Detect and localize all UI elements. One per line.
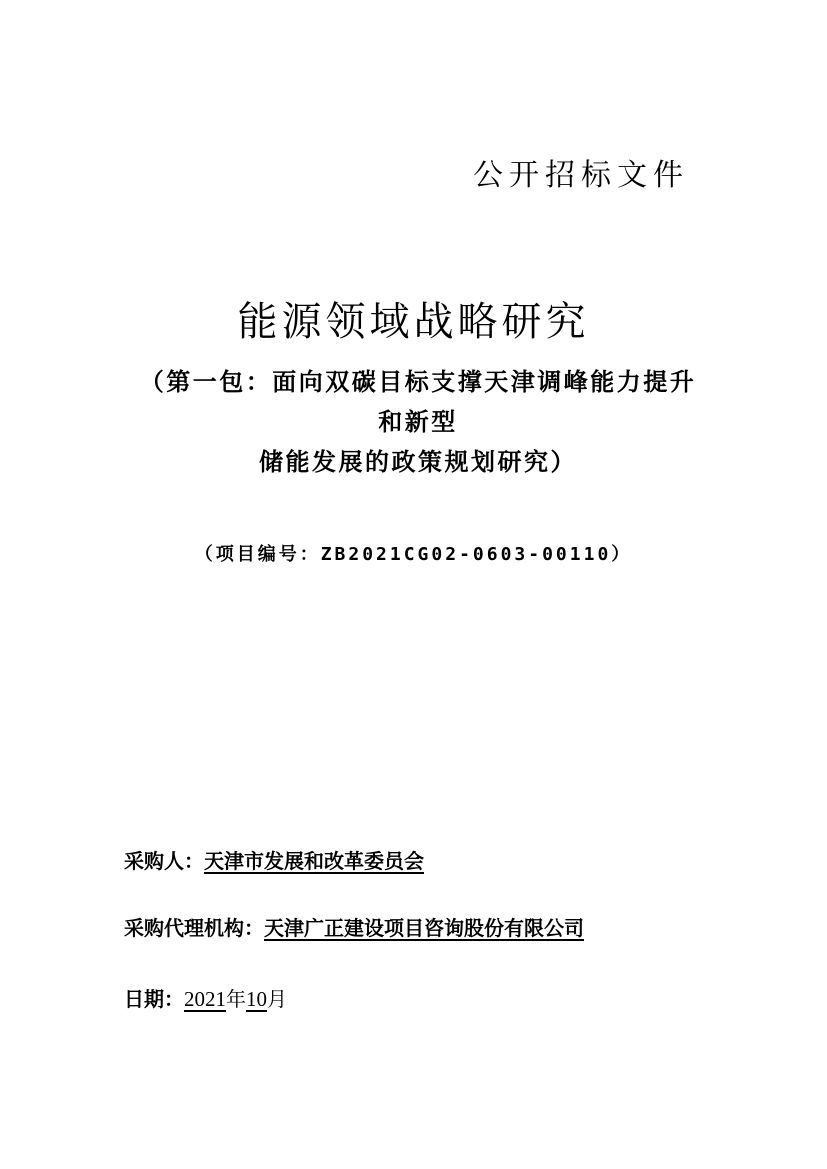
date-label: 日期： <box>124 987 184 1011</box>
subtitle-line-1: （第一包：面向双碳目标支撑天津调峰能力提升和新型 <box>139 368 697 436</box>
date-year: 2021 <box>184 987 226 1011</box>
date-month: 10 <box>246 987 267 1011</box>
subtitle-line-2: 储能发展的政策规划研究） <box>259 448 577 476</box>
document-type-heading: 公开招标文件 <box>473 158 689 193</box>
project-number: （项目编号：ZB2021CG02-0603-00110） <box>194 544 633 565</box>
date-month-unit: 月 <box>267 987 287 1011</box>
buyer-value: 天津市发展和改革委员会 <box>204 849 424 873</box>
buyer-label: 采购人： <box>124 849 204 873</box>
date-year-unit: 年 <box>226 987 246 1011</box>
agency-line <box>124 912 584 941</box>
document-subtitle <box>128 362 708 482</box>
date-line <box>124 983 287 1012</box>
agency-label: 采购代理机构： <box>124 916 264 940</box>
document-title: 能源领域战略研究 <box>237 299 590 345</box>
agency-value: 天津广正建设项目咨询股份有限公司 <box>264 916 584 940</box>
buyer-line <box>124 845 424 874</box>
